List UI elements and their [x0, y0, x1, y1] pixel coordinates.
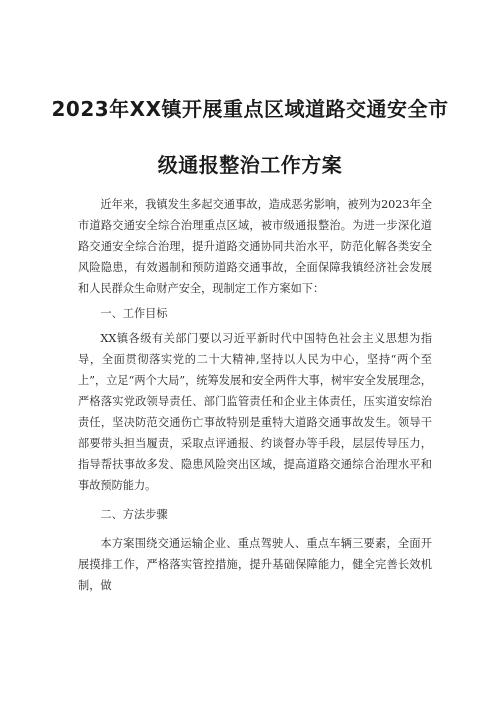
goals-paragraph: XX镇各级有关部门要以习近平新时代中国特色社会主义思想为指导，全面贯彻落实党的二十大精神,坚持以人民为中心，坚持“两个至上”，立足“两个大局”，统筹发展和安全两件大事，树牢安全发展理念，严格落实党政领导责任、部门监管责任和企业主体责任，压实道安综治责任，坚决防范交通伤亡事故特别是重特大道路交通事故发生。领导干部要带头担当履责，采取点评通报、约谈督办等手段，层层传导压力，指导帮扶事故多发、隐患风险突出区域，提高道路交通综合治理水平和事故预防能力。 [78, 332, 432, 492]
section-heading-steps: 二、方法步骤 [100, 508, 168, 521]
document-title-line1: 2023年XX镇开展重点区域道路交通安全市 [51, 97, 449, 121]
document-title-line2: 级通报整治工作方案 [157, 153, 343, 177]
section-heading-goals: 一、工作目标 [100, 307, 168, 320]
steps-paragraph: 本方案围绕交通运输企业、重点驾驶人、重点车辆三要素，全面开展摸排工作，严格落实管控措施，提升基础保障能力，健全完善长效机制，做 [78, 537, 432, 592]
intro-paragraph: 近年来，我镇发生多起交通事故，造成恶劣影响，被列为2023年全市道路交通安全综合治理重点区域，被市级通报整治。为进一步深化道路交通安全综合治理，提升道路交通协同共治水平，防范化解各类安全风险隐患，有效遏制和预防道路交通事故，全面保障我镇经济社会发展和人民群众生命财产安全，现制定工作方案如下： [78, 198, 432, 295]
document-body [78, 194, 432, 596]
